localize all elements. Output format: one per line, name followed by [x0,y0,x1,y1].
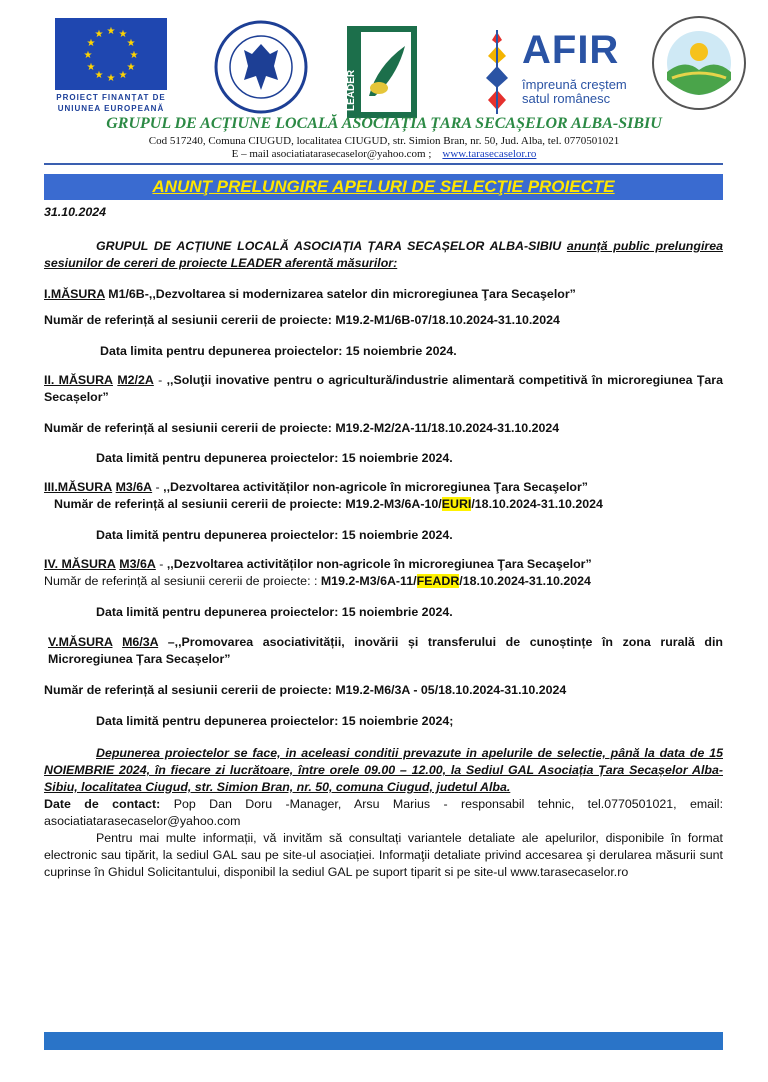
measure-4-name: ,,Dezvoltarea activităților non-agricole în microregiunea Ţara Secaşelor” [166,557,592,571]
afir-logo [482,28,632,118]
svg-text:★: ★ [94,70,104,81]
measure-5-sep: – [158,635,175,649]
svg-text:★: ★ [86,62,96,73]
leader-logo [347,26,417,118]
measure-4-ref-suffix: /18.10.2024-31.10.2024 [459,574,591,588]
measure-3-ref-prefix: M19.2-M3/6A-10/ [345,497,442,511]
svg-text:★: ★ [106,73,116,84]
measure-1-title [44,286,723,303]
eu-caption: PROIECT FINANȚAT DE UNIUNEA EUROPEANĂ [56,93,166,113]
gal-seal [650,14,748,112]
svg-text:★: ★ [83,50,93,61]
measure-4-ref [44,573,723,590]
measure-2-name: ,,Soluţii inovative pentru o agricultură/industrie alimentară competitivă în microregiunea Țara Secașelor” [44,373,724,404]
measure-4-code: M3/6A [119,557,156,571]
measure-4-title [44,556,723,573]
leader-text: LEADER [347,69,357,111]
measure-3-heading: III.MĂSURA [44,480,113,494]
measure-2-title [44,372,723,406]
measure-3-deadline: Data limită pentru depunerea proiectelor: 15 noiembrie 2024. [96,528,453,542]
ref-label: Număr de referință al sesiunii cererii de proiecte: [44,313,332,327]
header-divider [44,163,723,165]
measure-3-title [44,479,723,496]
measure-1-name: ,,Dezvoltarea si modernizarea satelor din microregiunea Ţara Secaşelor” [148,287,576,301]
measure-5-deadline: Data limită pentru depunerea proiectelor: 15 noiembrie 2024; [96,714,454,728]
svg-text:★: ★ [118,70,128,81]
measure-3-sep: - [152,480,164,494]
announcement-date: 31.10.2024 [44,205,107,219]
measure-2-ref [44,420,723,437]
measure-1-heading: I.MĂSURA [44,287,105,301]
contact-text: Pop Dan Doru -Manager, Arsu Marius - responsabil tehnic, tel.0770501021, email: asociatiatarasecaselor@yahoo.com [44,797,724,828]
measure-5-title [44,634,723,668]
measure-4-sep: - [155,557,167,571]
footer-bar [44,1032,723,1050]
ref-label: Număr de referință al sesiunii cererii de proiecte: [44,421,332,435]
measure-1-deadline: Data limita pentru depunerea proiectelor: 15 noiembrie 2024. [100,344,457,358]
address-line: Cod 517240, Comuna CIUGUD, localitatea CIUGUD, str. Simion Bran, nr. 50, Jud. Alba, tel. 0770501021 [148,135,620,147]
info-paragraph: Pentru mai multe informații, vă invităm să consultați variantele detaliate ale apelurilor, disponibile în format electronic sau tipărit, la sediul GAL sau pe site-ul asociației. Informaţii detaliate privind accesarea şi derularea măsurii sunt cuprinse în Ghidul Solicitantului, disponibil la sediul GAL pe suport tiparit si pe site-ul www.tarasecaselor.ro [44,831,723,879]
svg-text:★: ★ [129,50,139,61]
leader-emblem-icon [347,26,417,118]
measure-2-heading: II. MĂSURA [44,373,114,387]
contact-paragraph [44,796,723,830]
measure-4-heading: IV. MĂSURA [44,557,116,571]
afir-tagline-line-1: împreună creștem [522,77,627,92]
submission-paragraph: Depunerea proiectelor se face, in aceleasi conditii prevazute in apelurile de selectie, până la data de 15 NOIEMBRIE 2024, în fiecare zi lucrătoare, între orele 09.00 – 12.00, la Sediul GAL Asociația Țara Secașelor Alba-Sibiu, localitatea Ciugud, str. Simion Bran, nr. 50, comuna Ciugud, judetul Alba. [44,746,723,794]
website-link[interactable]: www.tarasecaselor.ro [442,148,537,160]
afir-tagline [522,78,627,106]
measure-4-ref-highlight: FEADR [416,574,460,588]
measure-2-deadline: Data limită pentru depunerea proiectelor: 15 noiembrie 2024. [96,451,453,465]
intro-rest: anunță public prelungirea sesiunilor de cereri de proiecte LEADER aferentă măsurilor: [44,239,723,270]
logo-strip [0,12,768,112]
org-address [0,135,768,161]
afir-brand: AFIR [522,28,620,72]
measure-5-name: ,,Promovarea asociativității, inovării și transferului de cunoștințe în zona rurală din Microregiunea Țara Secașelor” [48,635,723,666]
afir-tagline-line-2: satul românesc [522,91,611,106]
email-line [0,148,768,161]
intro-lead: GRUPUL DE ACȚIUNE LOCALĂ ASOCIAȚIA ȚARA SECAȘELOR ALBA-SIBIU [96,239,562,253]
measure-2-sep: - [153,373,167,387]
measure-3-ref-highlight: EURI [441,497,472,511]
measure-4-ref-prefix: M19.2-M3/6A-11/ [320,574,417,588]
eu-logo [55,18,167,114]
measure-3-ref-suffix: /18.10.2024-31.10.2024 [471,497,603,511]
measure-3-ref [44,496,723,513]
svg-text:★: ★ [86,38,96,49]
measure-3-name: ,,Dezvoltarea activităților non-agricole în microregiunea Ţara Secaşelor” [163,480,588,494]
svg-text:★: ★ [126,38,136,49]
measure-3-code: M3/6A [115,480,153,494]
gal-landscape-icon [650,14,748,112]
org-title: GRUPUL DE ACȚIUNE LOCALĂ ASOCIAȚIA ȚARA SECAȘELOR ALBA-SIBIU [106,115,662,132]
afir-wheat-icon [482,30,512,114]
svg-text:★: ★ [126,62,136,73]
svg-text:★: ★ [106,26,116,37]
ref-label: Număr de referință al sesiunii cererii de proiecte: [54,497,342,511]
measure-5-heading: V.MĂSURA [48,635,113,649]
government-crest-icon [214,20,308,114]
banner-title: ANUNŢ PRELUNGIRE APELURI DE SELECŢIE PROIECTE [152,177,615,196]
measure-2-code: M2/2A [117,373,154,387]
announcement-body [44,202,723,881]
measure-1-ref-value: M19.2-M1/6B-07/18.10.2024-31.10.2024 [335,313,560,327]
measure-1-ref [44,312,723,329]
ref-label: Număr de referință al sesiunii cererii de proiecte: [44,683,332,697]
measure-5-ref-value: M19.2-M6/3A - 05/18.10.2024-31.10.2024 [335,683,567,697]
svg-text:★: ★ [118,29,128,40]
measure-5-ref [44,682,723,699]
intro-paragraph [44,238,723,272]
measure-4-ref-label: Număr de referință al sesiunii cererii de proiecte: : [44,574,318,588]
contact-label: Date de contact: [44,797,161,811]
email-text: E – mail asociatiatarasecaselor@yahoo.com ; [231,148,432,160]
announcement-banner [44,174,723,200]
measure-1-code: M1/6B- [108,287,149,301]
eu-flag-icon [55,18,167,90]
measure-5-code: M6/3A [122,635,159,649]
measure-2-ref-value: M19.2-M2/2A-11/18.10.2024-31.10.2024 [335,421,560,435]
svg-text:★: ★ [94,29,104,40]
government-seal [214,20,308,114]
measure-4-deadline: Data limită pentru depunerea proiectelor: 15 noiembrie 2024. [96,605,453,619]
